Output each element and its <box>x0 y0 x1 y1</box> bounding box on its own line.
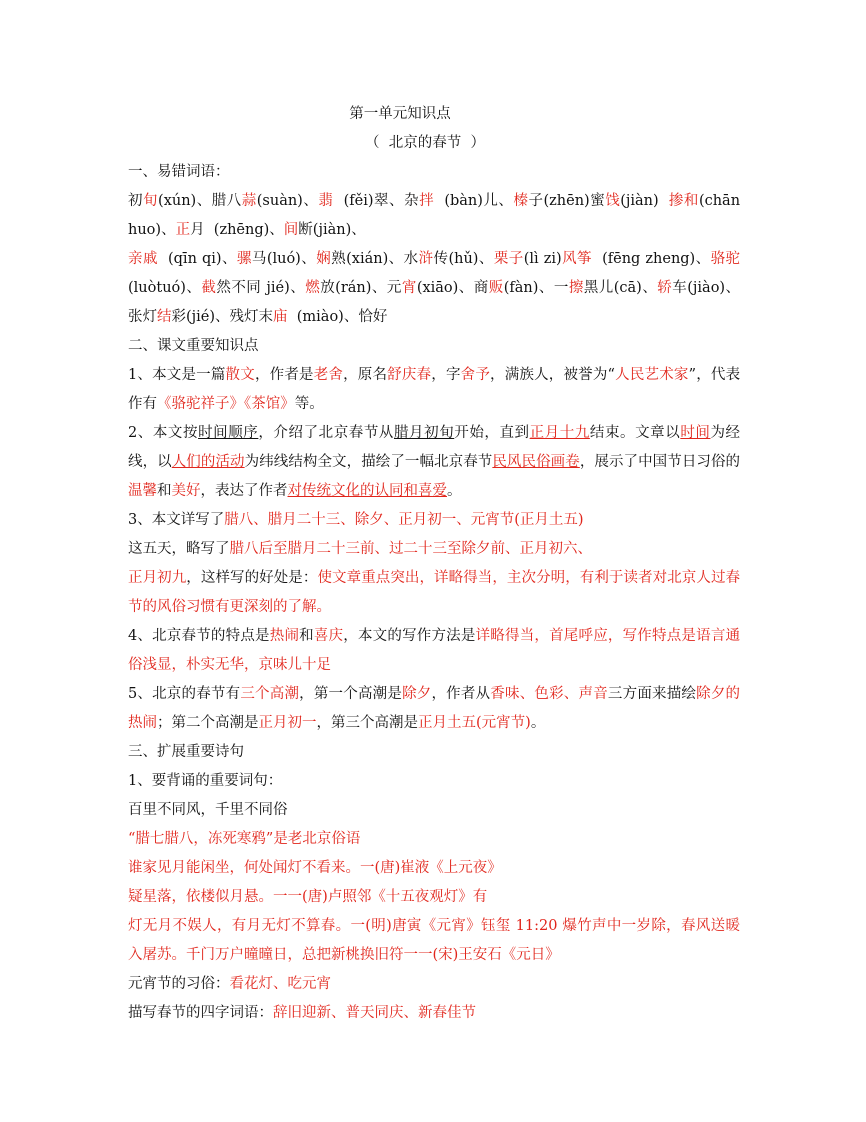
text-segment: ，字 <box>431 367 461 383</box>
text-segment: (fěi)翠、杂 <box>333 193 420 209</box>
highlighted-text: 浒 <box>418 251 434 267</box>
highlighted-text: 榛 <box>513 193 529 209</box>
text-segment: 放(rán)、元 <box>320 280 402 296</box>
text-segment: 熟(xián)、水 <box>331 251 419 267</box>
highlighted-text: 风筝 <box>561 251 592 267</box>
highlighted-text: 亲戚 <box>128 251 158 267</box>
text-segment: ，展示了中国节日习俗的 <box>579 454 741 470</box>
highlighted-text: 谁家见月能闲坐，何处闻灯不看来。一(唐)崔液《上元夜》 <box>128 860 502 876</box>
highlighted-text: 《骆驼祥子》《茶馆》 <box>157 396 295 412</box>
highlighted-text: 正月土五(元宵节) <box>418 715 531 731</box>
text-segment: ，这样写的好处是： <box>186 570 318 586</box>
point-5 <box>128 680 740 738</box>
poem-2 <box>128 825 740 854</box>
poem-3 <box>128 854 740 883</box>
highlighted-text: 除夕 <box>402 686 432 702</box>
text-segment: (xiāo)、商 <box>416 280 489 296</box>
highlighted-text: 散文 <box>225 367 255 383</box>
highlighted-text: 疑星落，依楼似月悬。一一(唐)卢照邻《十五夜观灯》有 <box>128 889 488 905</box>
highlighted-text: 除夕的热闹 <box>128 686 741 731</box>
highlighted-text: 舒庆春 <box>387 367 432 383</box>
text-segment: (jiàn) <box>620 193 669 209</box>
highlighted-text: 腊八、腊月二十三、除夕、正月初一、元宵节(正月土五) <box>224 512 584 528</box>
point-2 <box>128 419 740 506</box>
text-segment: ，表达了作者 <box>200 483 288 499</box>
text-segment: 为纬线结构全文，描绘了一幅北京春节 <box>244 454 493 470</box>
text-segment: ”，代表作有 <box>128 367 741 412</box>
highlighted-text: 腊月初旬 <box>393 425 455 441</box>
highlighted-text: 老舍 <box>313 367 344 383</box>
text-segment: (luòtuó)、 <box>128 280 202 296</box>
poem-heading <box>128 767 740 796</box>
highlighted-text: 辞旧迎新、普天同庆、新春佳节 <box>273 1005 476 1021</box>
text-segment: 子(zhēn)蜜 <box>528 193 606 209</box>
highlighted-text: 贩 <box>488 280 504 296</box>
text-segment: 传(hǔ)、 <box>433 251 494 267</box>
highlighted-text: 腊八后至腊月二十三前、过二十三至除夕前、正月初六、 <box>229 541 592 557</box>
highlighted-text: 看花灯、吃元宵 <box>229 976 331 992</box>
text-segment: 1、要背诵的重要词句： <box>128 773 283 789</box>
poem-1 <box>128 796 740 825</box>
point-3b <box>128 535 740 564</box>
text-segment: 马(luó)、 <box>251 251 317 267</box>
highlighted-text: 庙 <box>273 309 288 325</box>
text-segment: ，原名 <box>343 367 388 383</box>
highlighted-text: 喜庆 <box>313 628 344 644</box>
highlighted-text: 燃 <box>305 280 321 296</box>
text-segment: 和 <box>157 483 172 499</box>
highlighted-text: 擦 <box>568 280 584 296</box>
highlighted-text: 旬 <box>143 193 159 209</box>
text-segment: 2、本文按 <box>128 425 199 441</box>
highlighted-text: 间 <box>283 222 299 238</box>
highlighted-text: 掺和 <box>668 193 699 209</box>
highlighted-text: 对传统文化的认同和喜爱 <box>287 483 447 499</box>
highlighted-text: 娴 <box>316 251 332 267</box>
highlighted-text: 正月十九 <box>529 425 590 441</box>
text-segment: 。 <box>530 715 546 731</box>
highlighted-text: 宵 <box>401 280 417 296</box>
highlighted-text: 热闹 <box>269 628 300 644</box>
text-segment: (bàn)儿、 <box>434 193 514 209</box>
text-segment: 三方面来描绘 <box>607 686 697 702</box>
highlighted-text: 灯无月不娱人，有月无灯不算春。一(明)唐寅《元宵》钰玺 11:20 爆竹声中一岁除，春风送暖入屠苏。千门万户曈曈日，总把新桃换旧符一一(宋)王安石《元日》 <box>128 918 740 963</box>
highlighted-text: 舍予 <box>460 367 491 383</box>
heading-1 <box>128 158 740 187</box>
text-segment: 黑儿(cā)、 <box>583 280 658 296</box>
text-segment: (lì zi) <box>523 251 562 267</box>
point-1 <box>128 361 740 419</box>
text-segment: 彩(jié)、残灯末 <box>171 309 274 325</box>
text-segment: (fēng zheng)、 <box>592 251 711 267</box>
text-segment: (qīn qi)、 <box>157 251 237 267</box>
highlighted-text: 人民艺术家 <box>614 367 689 383</box>
text-segment: 然不同 jié)、 <box>216 280 306 296</box>
text-segment: ，第三个高潮是 <box>316 715 418 731</box>
highlighted-text: 结 <box>157 309 172 325</box>
highlighted-text: 使文章重点突出，详略得当，主次分明，有利于读者对北京人过春节的风俗习惯有更深刻的了解。 <box>128 570 741 615</box>
highlighted-text: 骡 <box>236 251 252 267</box>
poem-5 <box>128 912 740 970</box>
text-segment: 一、易错词语： <box>128 164 230 180</box>
text-segment: 描写春节的四字词语： <box>128 1005 273 1021</box>
text-segment: 结束。文章以 <box>589 425 681 441</box>
point-3 <box>128 506 740 535</box>
highlighted-text: 翡 <box>318 193 334 209</box>
custom <box>128 970 740 999</box>
highlighted-text: 轿 <box>657 280 673 296</box>
highlighted-text: 美好 <box>171 483 201 499</box>
highlighted-text: 蒜 <box>241 193 257 209</box>
heading-3 <box>128 738 740 767</box>
text-segment: 车(jiào)、张灯 <box>128 280 741 325</box>
text-segment: 初 <box>128 193 144 209</box>
text-segment: 这五天，略写了 <box>128 541 230 557</box>
text-segment: 三、扩展重要诗句 <box>128 744 244 760</box>
text-segment: ；第二个高潮是 <box>157 715 259 731</box>
highlighted-text: 截 <box>201 280 217 296</box>
highlighted-text: 温馨 <box>128 483 157 499</box>
words-2 <box>128 245 740 332</box>
highlighted-text: 时间顺序 <box>198 425 259 441</box>
text-segment: 。 <box>447 483 462 499</box>
highlighted-text: 正 <box>175 222 191 238</box>
highlighted-text: 详略得当，首尾呼应，写作特点是语言通俗浅显，朴实无华，京味儿十足 <box>128 628 741 673</box>
highlighted-text: 人们的活动 <box>171 454 245 470</box>
idioms <box>128 999 740 1028</box>
poem-4 <box>128 883 740 912</box>
text-segment: (xún)、腊八 <box>158 193 242 209</box>
text-segment: 等。 <box>294 396 324 412</box>
point-4 <box>128 622 740 680</box>
text-segment: ，本文的写作方法是 <box>343 628 476 644</box>
text-segment: (suàn)、 <box>256 193 319 209</box>
text-segment: 3、本文详写了 <box>128 512 225 528</box>
highlighted-text: 骆驼 <box>710 251 741 267</box>
text-segment: ，介绍了北京春节从 <box>258 425 394 441</box>
highlighted-text: “腊七腊八，冻死寒鸦”是老北京俗语 <box>128 831 361 847</box>
text-segment: (chān huo)、 <box>128 193 745 238</box>
text-segment: 百里不同风，千里不同俗 <box>128 802 288 818</box>
point-3c <box>128 564 740 622</box>
text-segment: ，第一个高潮是 <box>299 686 403 702</box>
highlighted-text: 正月初一 <box>258 715 317 731</box>
text-segment: ，作者是 <box>254 367 314 383</box>
highlighted-text: 时间 <box>680 425 711 441</box>
text-segment: 4、北京春节的特点是 <box>128 628 270 644</box>
text-segment: 1、本文是一篇 <box>128 367 226 383</box>
highlighted-text: 民风民俗画卷 <box>492 454 580 470</box>
highlighted-text: 香味、色彩、声音 <box>490 686 608 702</box>
heading-2 <box>128 332 740 361</box>
document-body <box>128 158 745 1028</box>
text-segment: 二、课文重要知识点 <box>128 338 259 354</box>
text-segment: 元宵节的习俗： <box>128 976 230 992</box>
text-segment: 断(jiàn)、 <box>298 222 366 238</box>
text-segment: ，作者从 <box>431 686 491 702</box>
page-subtitle: （ 北京的春节 ） <box>365 135 485 151</box>
text-segment: 为经线，以 <box>128 425 741 470</box>
text-segment: 开始，直到 <box>454 425 530 441</box>
text-segment: (miào)、恰好 <box>287 309 388 325</box>
page-title: 第一单元知识点 <box>349 106 451 122</box>
highlighted-text: 栗子 <box>493 251 524 267</box>
highlighted-text: 正月初九 <box>128 570 187 586</box>
text-segment: 5、北京的春节有 <box>128 686 241 702</box>
words-1 <box>128 187 745 245</box>
highlighted-text: 饯 <box>605 193 621 209</box>
text-segment: 月 (zhēng)、 <box>190 222 284 238</box>
text-segment: 和 <box>299 628 314 644</box>
highlighted-text: 拌 <box>419 193 435 209</box>
text-segment: (fàn)、一 <box>503 280 569 296</box>
text-segment: ，满族人，被誉为“ <box>490 367 615 383</box>
highlighted-text: 三个高潮 <box>240 686 300 702</box>
